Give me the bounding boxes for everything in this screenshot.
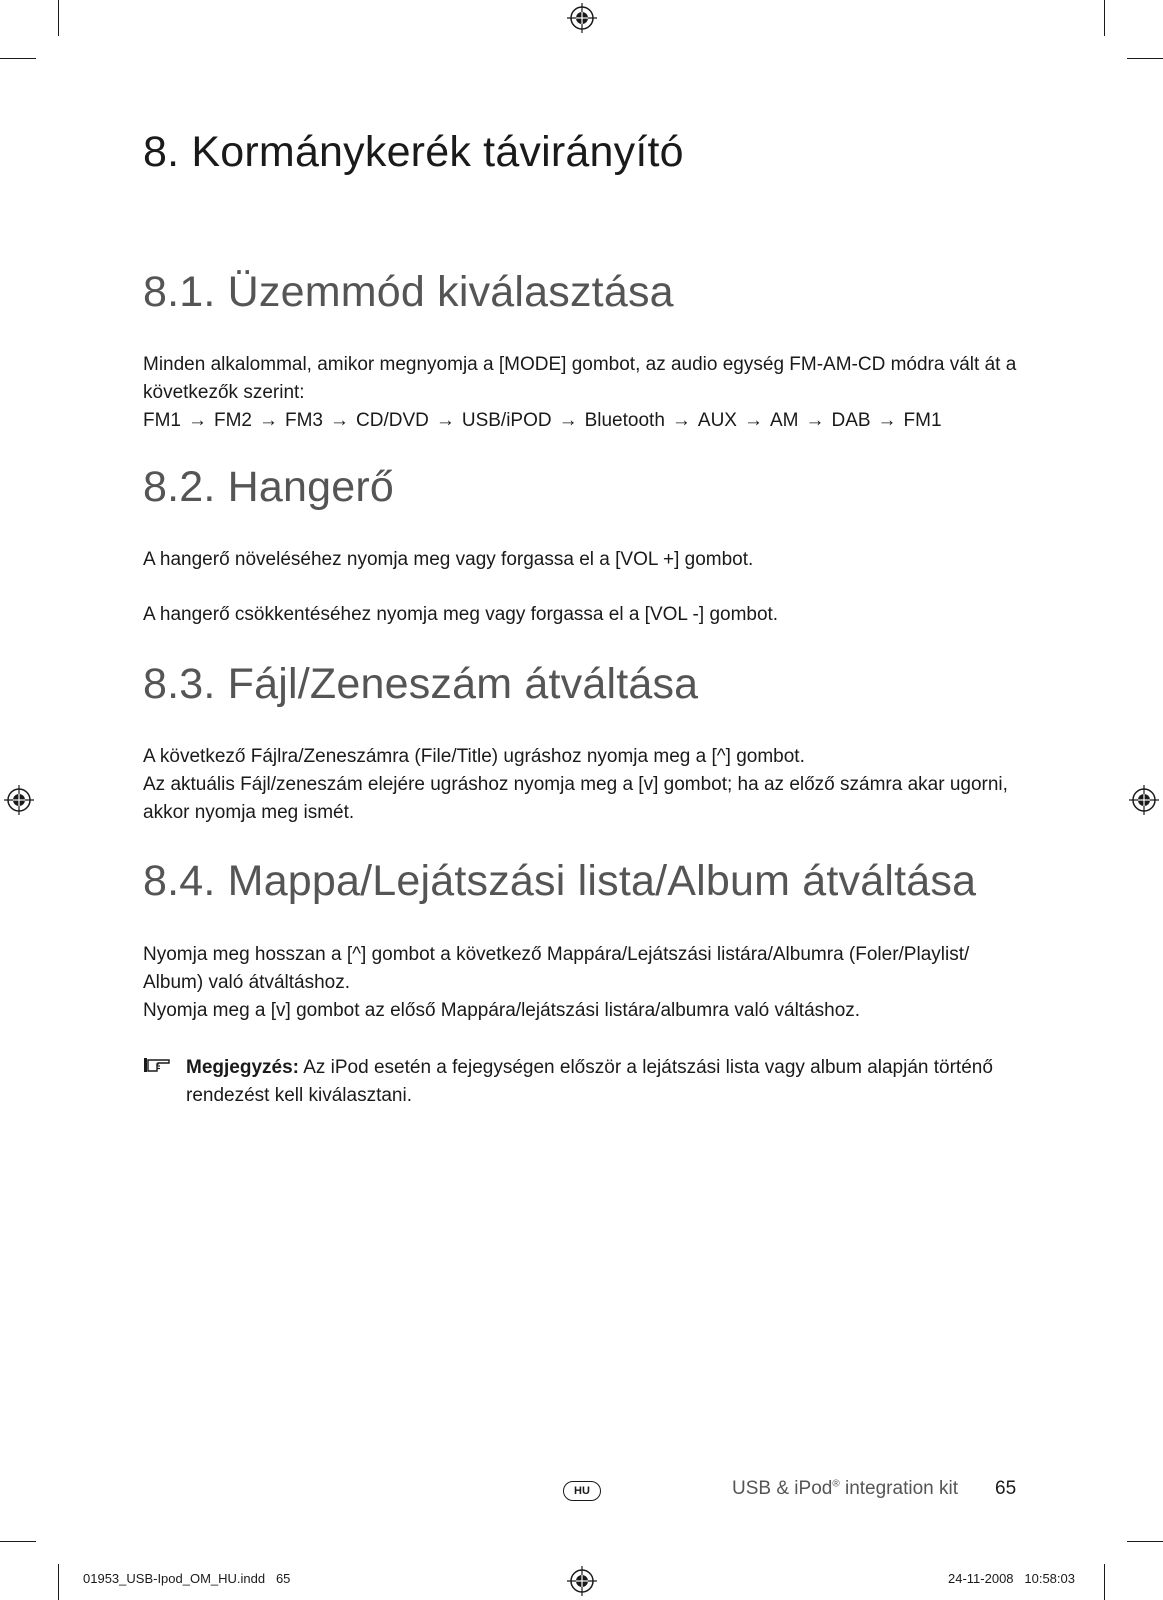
page-number: 65: [995, 1478, 1017, 1499]
mode-sequence-item: Bluetooth: [584, 410, 665, 431]
section-title-volume: 8.2. Hangerő: [143, 463, 395, 511]
registered-mark: ®: [832, 1478, 840, 1490]
volume-down-text: A hangerő csökkentéséhez nyomja meg vagy forgassa el a [VOL -] gombot.: [143, 604, 779, 625]
language-badge: HU: [563, 1481, 601, 1501]
arrow-right-icon: →: [743, 410, 763, 431]
next-folder-text: Nyomja meg hosszan a [^] gombot a következő Mappára/Lejátszási listára/Albumra (Foler/Playlist/ Album) való átváltáshoz.: [143, 944, 970, 993]
prev-track-text: Az aktuális Fájl/zeneszám elejére ugráshoz nyomja meg a [v] gombot; ha az előző számra akar ugorni, akkor nyomja meg ismét.: [143, 774, 1008, 823]
mode-sequence-item: FM1: [903, 410, 942, 431]
crop-mark: [1104, 0, 1105, 36]
chapter-title: 8. Kormánykerék távirányító: [143, 128, 684, 176]
crop-mark: [1104, 1564, 1105, 1600]
mode-sequence-item: AM: [769, 410, 799, 431]
hand-pointer-icon: [143, 1056, 171, 1074]
mode-sequence-item: USB/iPOD: [461, 410, 552, 431]
mode-sequence-item: FM3: [285, 410, 323, 431]
slug-datetime: 24-11-2008 10:58:03: [948, 1571, 1075, 1586]
product-name-main: USB & iPod: [732, 1478, 833, 1499]
mode-sequence-item: FM2: [214, 410, 252, 431]
mode-sequence-item: CD/DVD: [356, 410, 429, 431]
mode-sequence-item: AUX: [697, 410, 737, 431]
registration-mark-icon: [567, 3, 597, 33]
note-text: Az iPod esetén a fejegységen először a lejátszási lista vagy album alapján történő rendezést kell kiválasztani.: [186, 1057, 993, 1106]
registration-mark-icon: [567, 1566, 597, 1596]
section-title-file-track: 8.3. Fájl/Zeneszám átváltása: [143, 660, 699, 708]
arrow-right-icon: →: [259, 410, 278, 431]
arrow-right-icon: →: [558, 410, 578, 431]
next-track-text: A következő Fájlra/Zeneszámra (File/Title) ugráshoz nyomja meg a [^] gombot.: [143, 746, 805, 767]
crop-mark: [0, 58, 36, 59]
section-title-folder: 8.4. Mappa/Lejátszási lista/Album átváltása: [143, 857, 977, 905]
arrow-right-icon: →: [877, 410, 897, 431]
crop-mark: [1127, 58, 1163, 59]
section-title-mode: 8.1. Üzemmód kiválasztása: [143, 268, 674, 316]
crop-mark: [0, 1541, 36, 1542]
crop-mark: [58, 0, 59, 36]
arrow-right-icon: →: [671, 410, 691, 431]
volume-up-text: A hangerő növeléséhez nyomja meg vagy forgassa el a [VOL +] gombot.: [143, 549, 754, 570]
arrow-right-icon: →: [435, 410, 455, 431]
arrow-right-icon: →: [805, 410, 825, 431]
registration-mark-icon: [4, 785, 34, 815]
arrow-right-icon: →: [188, 410, 207, 431]
crop-mark: [1127, 1541, 1163, 1542]
prev-folder-text: Nyomja meg a [v] gombot az előső Mappára/lejátszási listára/albumra való váltáshoz.: [143, 1000, 861, 1021]
mode-sequence: [143, 407, 942, 435]
crop-mark: [58, 1564, 59, 1600]
mode-description: Minden alkalommal, amikor megnyomja a [MODE] gombot, az audio egység FM-AM-CD módra vált át a következők szerint:: [143, 354, 1017, 403]
mode-sequence-item: DAB: [831, 410, 871, 431]
arrow-right-icon: →: [330, 410, 349, 431]
mode-sequence-item: FM1: [143, 410, 181, 431]
slug-file-info: 01953_USB-Ipod_OM_HU.indd 65: [83, 1571, 291, 1586]
note-label: Megjegyzés:: [186, 1057, 299, 1078]
product-name-suffix: integration kit: [839, 1478, 958, 1499]
registration-mark-icon: [1129, 785, 1159, 815]
product-name: [732, 1478, 958, 1500]
note: [186, 1054, 1026, 1110]
